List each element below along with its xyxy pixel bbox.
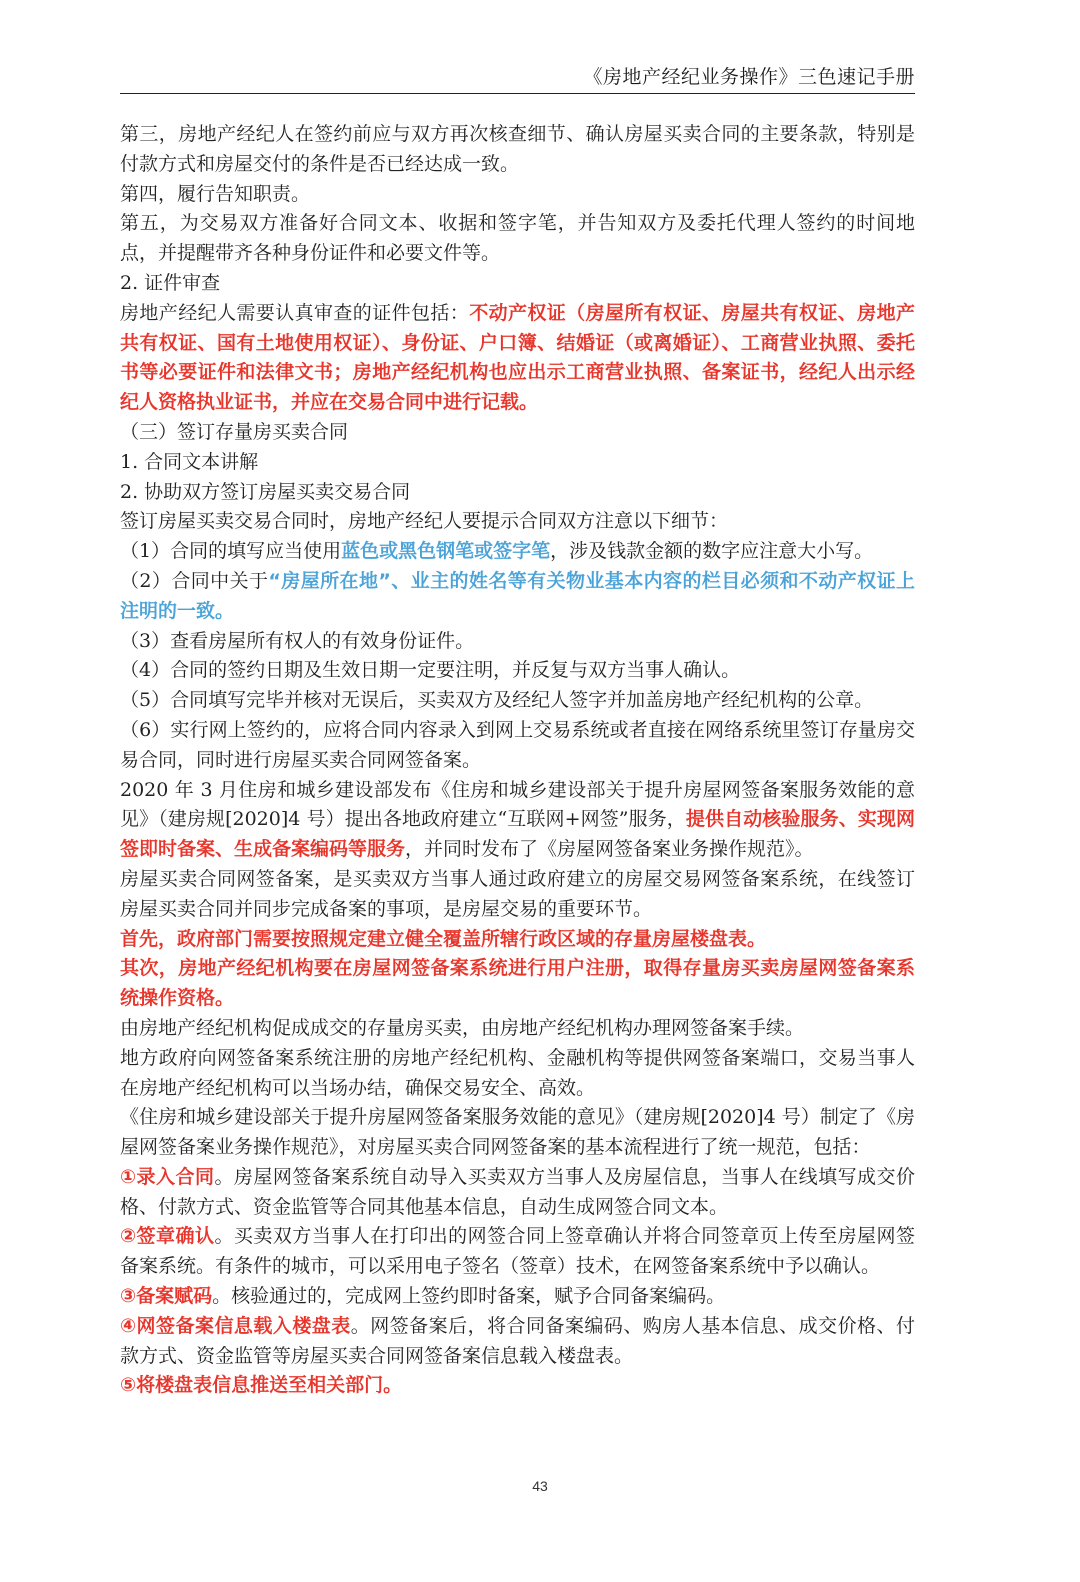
- highlight-red: 提供自动核验服务、实现网签即时备案、生成备案编码等服务: [120, 808, 915, 861]
- text-span: 。网签备案后，将合同备案编码、购房人基本信息、成交价格、付款方式、资金监管等房屋买卖合同网签备案信息载入楼盘表。: [120, 1314, 915, 1367]
- section-heading: 2. 协助双方签订房屋买卖交易合同: [120, 480, 411, 503]
- step-title: ⑤将楼盘表信息推送至相关部门。: [120, 1374, 403, 1397]
- text-span: （1）合同的填写应当使用: [120, 540, 342, 563]
- section-heading: 2. 证件审查: [120, 271, 221, 294]
- header-divider: [120, 93, 915, 94]
- step-title: ④网签备案信息载入楼盘表: [120, 1314, 351, 1337]
- list-item: （4）合同的签约日期及生效日期一定要注明，并反复与双方当事人确认。: [120, 659, 741, 682]
- text-span: 。买卖双方当事人在打印出的网签合同上签章确认并将合同签章页上传至房屋网签备案系统。有条件的城市，可以采用电子签名（签章）技术，在网签备案系统中予以确认。: [120, 1225, 915, 1278]
- list-item: （6）实行网上签约的，应将合同内容录入到网上交易系统或者直接在网络系统里签订存量房交易合同，同时进行房屋买卖合同网签备案。: [120, 718, 915, 771]
- paragraph: 签订房屋买卖交易合同时，房地产经纪人要提示合同双方注意以下细节：: [120, 510, 729, 533]
- list-item: [120, 537, 915, 567]
- paragraph: 第四，履行告知职责。: [120, 182, 311, 205]
- step-item: [120, 1163, 915, 1223]
- document-body: [120, 120, 915, 1401]
- step-item: [120, 1282, 915, 1312]
- paragraph: 房屋买卖合同网签备案，是买卖双方当事人通过政府建立的房屋交易网签备案系统，在线签订房屋买卖合同并同步完成备案的事项，是房屋交易的重要环节。: [120, 867, 915, 920]
- highlight-blue: “房屋所在地”、业主的姓名等有关物业基本内容的栏目必须和不动产权证上注明的一致。: [120, 569, 915, 622]
- paragraph: 由房地产经纪机构促成成交的存量房买卖，由房地产经纪机构办理网签备案手续。: [120, 1016, 805, 1039]
- list-item: （3）查看房屋所有权人的有效身份证件。: [120, 629, 475, 652]
- paragraph: 《住房和城乡建设部关于提升房屋网签备案服务效能的意见》（建房规[2020]4 号）制定了《房屋网签备案业务操作规范》，对房屋买卖合同网签备案的基本流程进行了统一规范，包括：: [120, 1106, 915, 1159]
- text-span: 房地产经纪人需要认真审查的证件包括：: [120, 301, 470, 324]
- paragraph: 地方政府向网签备案系统注册的房地产经纪机构、金融机构等提供网签备案端口，交易当事人在房地产经纪机构可以当场办结，确保交易安全、高效。: [120, 1046, 915, 1099]
- step-item: [120, 1222, 915, 1282]
- text-span: （2）合同中关于: [120, 569, 269, 592]
- text-span: ，并同时发布了《房屋网签备案业务操作规范》。: [405, 838, 814, 861]
- text-span: ，涉及钱款金额的数字应注意大小写。: [550, 540, 874, 563]
- highlight-red-paragraph: 其次，房地产经纪机构要在房屋网签备案系统进行用户注册，取得存量房买卖房屋网签备案系统操作资格。: [120, 957, 915, 1010]
- highlight-blue: 蓝色或黑色钢笔或签字笔: [341, 540, 551, 563]
- section-heading: （三）签订存量房买卖合同: [120, 420, 349, 443]
- highlight-red-paragraph: 首先，政府部门需要按照规定建立健全覆盖所辖行政区域的存量房屋楼盘表。: [120, 927, 767, 950]
- step-title: ③备案赋码: [120, 1285, 213, 1308]
- list-item: （5）合同填写完毕并核对无误后，买卖双方及经纪人签字并加盖房地产经纪机构的公章。: [120, 689, 874, 712]
- paragraph: 第三，房地产经纪人在签约前应与双方再次核查细节、确认房屋买卖合同的主要条款，特别是付款方式和房屋交付的条件是否已经达成一致。: [120, 123, 915, 175]
- step-item: [120, 1312, 915, 1372]
- step-title: ①录入合同: [120, 1165, 215, 1188]
- text-span: 。核验通过的，完成网上签约即时备案，赋予合同备案编码。: [212, 1285, 726, 1308]
- text-span: 。房屋网签备案系统自动导入买卖双方当事人及房屋信息，当事人在线填写成交价格、付款方式、资金监管等合同其他基本信息，自动生成网签合同文本。: [120, 1165, 915, 1218]
- list-item: [120, 567, 915, 627]
- section-heading: 1. 合同文本讲解: [120, 450, 259, 473]
- highlight-red: 不动产权证（房屋所有权证、房屋共有权证、房地产共有权证、国有土地使用权证）、身份证、户口簿、结婚证（或离婚证）、工商营业执照、委托书等必要证件和法律文书；房地产经纪机构也应出示工商营业执照、备案证书，经纪人出示经纪人资格执业证书，并应在交易合同中进行记载。: [120, 301, 915, 414]
- running-header: 《房地产经纪业务操作》三色速记手册: [583, 66, 915, 88]
- paragraph: [120, 299, 915, 418]
- paragraph: [120, 776, 915, 865]
- paragraph: 第五，为交易双方准备好合同文本、收据和签字笔，并告知双方及委托代理人签约的时间地点，并提醒带齐各种身份证件和必要文件等。: [120, 212, 915, 265]
- step-title: ②签章确认: [120, 1225, 215, 1248]
- page-number: 43: [532, 1478, 548, 1494]
- text-span: 2020 年 3 月住房和城乡建设部发布《住房和城乡建设部关于提升房屋网签备案服务效能的意见》（建房规[2020]4 号）提出各地政府建立“互联网+网签”服务，: [120, 778, 915, 831]
